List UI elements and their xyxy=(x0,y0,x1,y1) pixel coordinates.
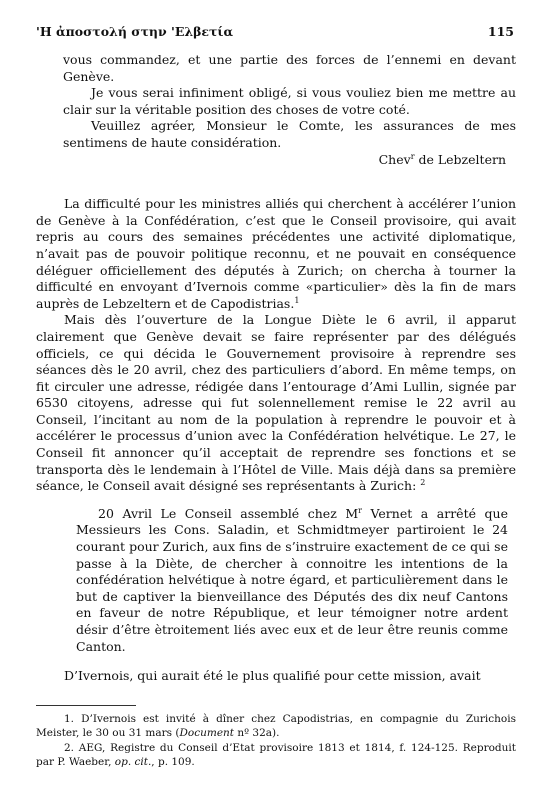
body-paragraph-3: D’Ivernois, qui aurait été le plus qualifié pour cette mission, avait xyxy=(64,668,481,684)
page-text xyxy=(36,52,516,770)
footnote-1-text: 1. D’Ivernois est invité à dîner chez Capodistrias, en compagnie du Zurichois Meister, le 30 ou 31 mars ( xyxy=(36,712,516,740)
document-quote-superscript: r xyxy=(358,505,362,515)
footnote-divider xyxy=(36,705,136,706)
running-title: 'Η ἀποστολή στην 'Ελβετία xyxy=(36,24,234,39)
body-paragraph-2 xyxy=(36,312,516,495)
document-quote-lead: 20 Avril Le Conseil assemblé chez M xyxy=(98,505,359,521)
document-quote-rest: Vernet a arrêté que Messieurs les Cons. Saladin, et Schmidtmeyer partiroient le 24 courant pour Zurich, aux fins de s’instruire exactement de ce qui se passe à la Diète, de chercher à connoitre les intentions de la confédération helvétique à notre égard, et particulièrement dans le but de captiver la bienveillance des Députés des dix neuf Cantons en faveur de notre République, et leur témoigner notre ardent désir d’être ètroitement liés avec eux et de leur être reunis comme Canton. xyxy=(76,505,508,654)
footnote-ref-1: 1 xyxy=(294,295,300,305)
footnote-ref-2: 2 xyxy=(420,478,426,488)
signature-abbr: Chev xyxy=(378,151,411,167)
letter-quote xyxy=(63,52,516,168)
footnote-1-tail: nº 32a). xyxy=(234,727,280,740)
footnote-2-text: 2. AEG, Registre du Conseil d’Etat provisoire 1813 et 1814, f. 124-125. Reproduit par P. Waeber, xyxy=(36,741,516,769)
footnote-1 xyxy=(36,712,516,741)
footnote-1-italic: Document xyxy=(179,727,235,740)
body-paragraph-1 xyxy=(36,196,516,312)
document-quote-text xyxy=(76,506,508,655)
letter-signature xyxy=(63,152,506,169)
body-paragraph-1-text: La difficulté pour les ministres alliés qui cherchent à accélérer l’union de Genève à la Confédération, c’est que le Conseil provisoire, qui avait repris au cours des semaines précédentes une activité diplomatique, n’avait pas de pouvoir politique reconnu, et ne pouvait en conséquence déléguer officiellement des députés à Zurich; on chercha à tourner la difficulté en envoyant d’Ivernois comme «particulier» dès la fin de mars auprès de Lebzeltern et de Capodistrias. xyxy=(36,196,516,311)
document-quote xyxy=(76,506,508,655)
letter-paragraph-1: vous commandez, et une partie des forces de l’ennemi en devant Genève. xyxy=(63,52,516,84)
page-number: 115 xyxy=(487,24,514,39)
letter-paragraph-3: Veuillez agréer, Monsieur le Comte, les assurances de mes sentimens de haute considération. xyxy=(63,118,516,150)
body-text xyxy=(36,196,516,495)
running-head xyxy=(36,24,514,39)
letter-paragraph-2: Je vous serai infiniment obligé, si vous vouliez bien me mettre au clair sur la véritable position des choses de votre coté. xyxy=(63,85,516,117)
footnote-2-tail: , p. 109. xyxy=(151,756,195,769)
body-paragraph-2-text: Mais dès l’ouverture de la Longue Diète le 6 avril, il apparut clairement que Genève devait se faire représenter par des délégués officiels, ce qui décida le Gouvernement provisoire à reprendre ses séances dès le 20 avril, chez des particuliers d’abord. En même temps, on fit circuler une adresse, rédigée dans l’entourage d’Ami Lullin, signée par 6530 citoyens, adresse qui fut solennellement remise le 22 avril au Conseil, l’incitant au nom de la population à reprendre le pouvoir et à accélérer le processus d’union avec la Confédération helvétique. Le 27, le Conseil fit annoncer qu’il acceptait de reprendre ses fonctions et se transporta dès le lendemain à l’Hôtel de Ville. Mais déjà dans sa première séance, le Conseil avait désigné ses représentants à Zurich: xyxy=(36,312,516,494)
signature-name: de Lebzeltern xyxy=(414,151,506,167)
signature-superscript: r xyxy=(410,151,415,161)
footnote-2 xyxy=(36,741,516,770)
footnote-2-italic: op. cit. xyxy=(114,756,152,769)
